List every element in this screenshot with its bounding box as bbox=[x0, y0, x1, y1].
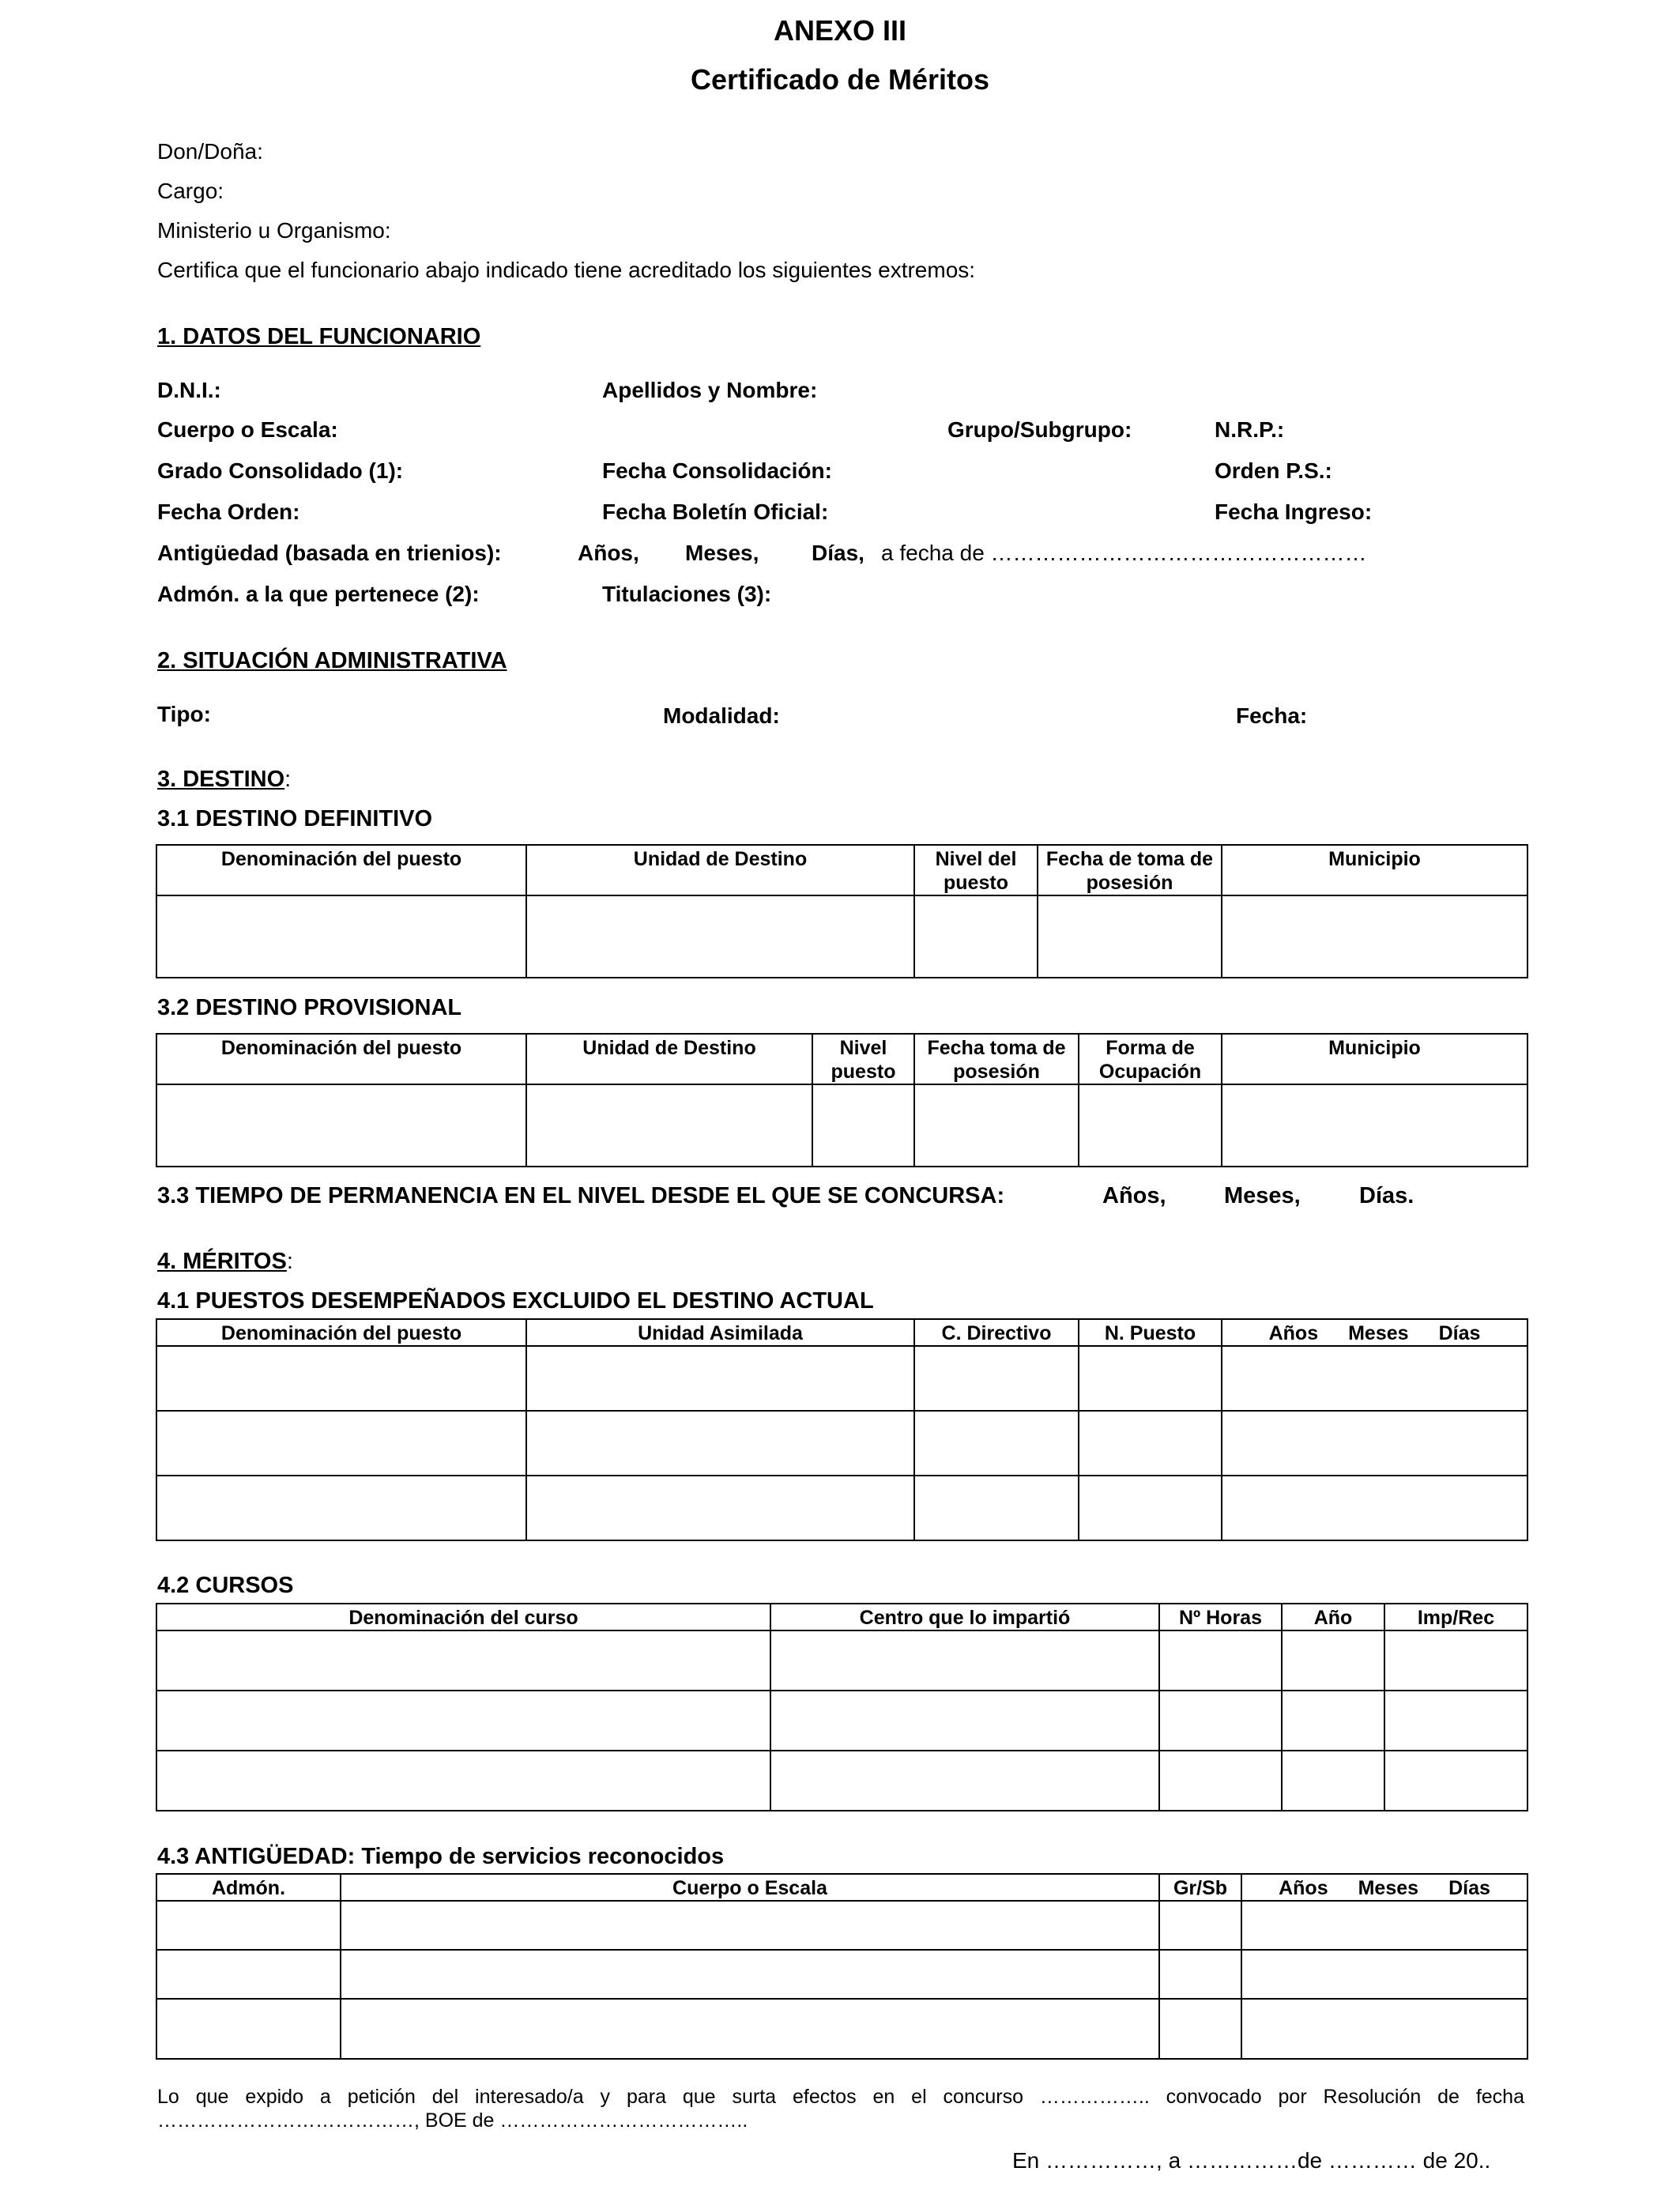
grado-label: Grado Consolidado (1): bbox=[157, 458, 404, 483]
t31-header-denominacion: Denominación del puesto bbox=[156, 845, 526, 895]
t42-cell[interactable] bbox=[770, 1630, 1159, 1691]
permanencia-anos: Años, bbox=[1102, 1183, 1166, 1208]
section-4-colon: : bbox=[286, 1249, 293, 1274]
t31-header-fecha: Fecha de toma de posesión bbox=[1038, 845, 1222, 895]
fecha-ingreso-label: Fecha Ingreso: bbox=[1215, 499, 1373, 524]
section-3-colon: : bbox=[284, 767, 292, 792]
t43-cell[interactable] bbox=[156, 1901, 341, 1950]
section-2-heading: 2. SITUACIÓN ADMINISTRATIVA bbox=[157, 648, 507, 673]
t43-header-meses: Meses bbox=[1358, 1877, 1419, 1899]
t43-header-dias: Días bbox=[1448, 1877, 1490, 1899]
t41-cell[interactable] bbox=[1222, 1411, 1527, 1476]
t43-cell[interactable] bbox=[1241, 1950, 1527, 1999]
t42-cell[interactable] bbox=[1159, 1751, 1282, 1811]
t32-cell-municipio[interactable] bbox=[1222, 1084, 1527, 1167]
table-row bbox=[156, 1346, 1527, 1411]
t43-cell[interactable] bbox=[1241, 1901, 1527, 1950]
place-date-line: En ……………, a ……………de ………… de 20.. bbox=[1012, 2148, 1491, 2173]
t41-header-meses: Meses bbox=[1348, 1322, 1409, 1344]
t31-header-nivel: Nivel del puesto bbox=[914, 845, 1038, 895]
t43-header-cuerpo: Cuerpo o Escala bbox=[341, 1874, 1159, 1901]
fecha-boletin-label: Fecha Boletín Oficial: bbox=[602, 499, 829, 524]
t41-cell[interactable] bbox=[156, 1346, 526, 1411]
t43-cell[interactable] bbox=[341, 1999, 1159, 2059]
t41-header-unidad: Unidad Asimilada bbox=[526, 1319, 914, 1346]
fecha-label: Fecha: bbox=[1236, 703, 1308, 728]
t42-cell[interactable] bbox=[1384, 1691, 1527, 1751]
table-row bbox=[156, 1476, 1527, 1540]
dni-label: D.N.I.: bbox=[157, 378, 221, 402]
permanencia-dias: Días. bbox=[1359, 1183, 1414, 1208]
t41-header-denominacion: Denominación del puesto bbox=[156, 1319, 526, 1346]
titulaciones-label: Titulaciones (3): bbox=[602, 582, 772, 606]
t42-header-ano: Año bbox=[1282, 1604, 1384, 1630]
section-3-heading-text: 3. DESTINO bbox=[157, 767, 285, 792]
table-row bbox=[156, 1630, 1527, 1691]
t41-header-dias: Días bbox=[1438, 1322, 1481, 1344]
t41-header-tiempo bbox=[1222, 1319, 1527, 1346]
antiguedad-anos: Años, bbox=[578, 541, 639, 565]
section-1-heading: 1. DATOS DEL FUNCIONARIO bbox=[157, 324, 481, 349]
apellidos-label: Apellidos y Nombre: bbox=[602, 378, 818, 402]
t32-cell-fecha[interactable] bbox=[914, 1084, 1079, 1167]
t32-header-fecha: Fecha toma de posesión bbox=[914, 1034, 1079, 1084]
t42-cell[interactable] bbox=[1384, 1751, 1527, 1811]
t43-cell[interactable] bbox=[341, 1950, 1159, 1999]
table-row bbox=[156, 895, 1527, 978]
t42-header-centro: Centro que lo impartió bbox=[770, 1604, 1159, 1630]
section-3-heading bbox=[157, 767, 291, 793]
orden-ps-label: Orden P.S.: bbox=[1215, 458, 1332, 483]
ministerio-label: Ministerio u Organismo: bbox=[157, 218, 391, 243]
t43-header-anos: Años bbox=[1279, 1877, 1328, 1899]
grupo-label: Grupo/Subgrupo: bbox=[947, 417, 1132, 442]
t43-cell[interactable] bbox=[1159, 1999, 1241, 2059]
table-row bbox=[156, 1691, 1527, 1751]
t42-cell[interactable] bbox=[1384, 1630, 1527, 1691]
t42-cell[interactable] bbox=[770, 1751, 1159, 1811]
t41-cell[interactable] bbox=[914, 1476, 1079, 1540]
document-title: Certificado de Méritos bbox=[690, 63, 990, 96]
t43-cell[interactable] bbox=[1159, 1901, 1241, 1950]
t32-cell-forma[interactable] bbox=[1079, 1084, 1222, 1167]
section-3-2-heading: 3.2 DESTINO PROVISIONAL bbox=[157, 995, 462, 1020]
t41-cell[interactable] bbox=[1079, 1476, 1222, 1540]
t41-cell[interactable] bbox=[1222, 1476, 1527, 1540]
t43-header-tiempo bbox=[1241, 1874, 1527, 1901]
t41-cell[interactable] bbox=[1079, 1411, 1222, 1476]
t31-cell-denominacion[interactable] bbox=[156, 895, 526, 978]
nrp-label: N.R.P.: bbox=[1215, 417, 1285, 442]
a-fecha-de: a fecha de …………………………………………… bbox=[881, 541, 1367, 565]
t43-cell[interactable] bbox=[1241, 1999, 1527, 2059]
t32-cell-unidad[interactable] bbox=[526, 1084, 812, 1167]
t41-cell[interactable] bbox=[156, 1476, 526, 1540]
t32-header-municipio: Municipio bbox=[1222, 1034, 1527, 1084]
t42-cell[interactable] bbox=[1282, 1751, 1384, 1811]
admon-label: Admón. a la que pertenece (2): bbox=[157, 582, 480, 606]
t31-cell-fecha[interactable] bbox=[1038, 895, 1222, 978]
table-cursos bbox=[156, 1603, 1528, 1811]
t42-cell[interactable] bbox=[156, 1691, 770, 1751]
t31-header-municipio: Municipio bbox=[1222, 845, 1527, 895]
t42-cell[interactable] bbox=[1282, 1630, 1384, 1691]
t41-cell[interactable] bbox=[1079, 1346, 1222, 1411]
t43-header-grsb: Gr/Sb bbox=[1159, 1874, 1241, 1901]
t43-cell[interactable] bbox=[341, 1901, 1159, 1950]
t42-header-horas: Nº Horas bbox=[1159, 1604, 1282, 1630]
tipo-label: Tipo: bbox=[157, 702, 211, 726]
t32-header-nivel: Nivel puesto bbox=[812, 1034, 914, 1084]
modalidad-label: Modalidad: bbox=[663, 703, 780, 728]
fecha-orden-label: Fecha Orden: bbox=[157, 499, 300, 524]
t42-cell[interactable] bbox=[770, 1691, 1159, 1751]
t31-cell-municipio[interactable] bbox=[1222, 895, 1527, 978]
table-destino-definitivo bbox=[156, 844, 1528, 978]
section-3-1-heading: 3.1 DESTINO DEFINITIVO bbox=[157, 806, 433, 831]
t43-cell[interactable] bbox=[156, 1999, 341, 2059]
t32-header-forma: Forma de Ocupación bbox=[1079, 1034, 1222, 1084]
t31-cell-unidad[interactable] bbox=[526, 895, 914, 978]
t42-cell[interactable] bbox=[1159, 1630, 1282, 1691]
section-3-3-heading: 3.3 TIEMPO DE PERMANENCIA EN EL NIVEL DESDE EL QUE SE CONCURSA: bbox=[157, 1183, 1005, 1208]
permanencia-meses: Meses, bbox=[1224, 1183, 1301, 1208]
t31-cell-nivel[interactable] bbox=[914, 895, 1038, 978]
table-row bbox=[156, 1751, 1527, 1811]
t41-cell[interactable] bbox=[526, 1476, 914, 1540]
table-row bbox=[156, 1950, 1527, 1999]
table-row bbox=[156, 1999, 1527, 2059]
section-4-3-heading: 4.3 ANTIGÜEDAD: Tiempo de servicios reconocidos bbox=[157, 1844, 725, 1869]
t41-cell[interactable] bbox=[914, 1346, 1079, 1411]
section-4-heading-text: 4. MÉRITOS bbox=[157, 1249, 287, 1274]
t32-cell-denominacion[interactable] bbox=[156, 1084, 526, 1167]
t42-cell[interactable] bbox=[1159, 1691, 1282, 1751]
t41-cell[interactable] bbox=[526, 1411, 914, 1476]
don-dona-label: Don/Doña: bbox=[157, 139, 263, 164]
t41-header-anos: Años bbox=[1268, 1322, 1319, 1344]
certifica-text: Certifica que el funcionario abajo indicado tiene acreditado los siguientes extremos: bbox=[157, 258, 976, 282]
t41-header-npuesto: N. Puesto bbox=[1079, 1319, 1222, 1346]
t41-cell[interactable] bbox=[156, 1411, 526, 1476]
fecha-consolidacion-label: Fecha Consolidación: bbox=[602, 458, 832, 483]
t43-cell[interactable] bbox=[1159, 1950, 1241, 1999]
t41-cell[interactable] bbox=[914, 1411, 1079, 1476]
table-row bbox=[156, 1084, 1527, 1167]
table-antiguedad bbox=[156, 1873, 1528, 2060]
table-puestos-desempenados bbox=[156, 1318, 1528, 1541]
table-row bbox=[156, 1411, 1527, 1476]
t42-header-denominacion: Denominación del curso bbox=[156, 1604, 770, 1630]
t42-cell[interactable] bbox=[156, 1751, 770, 1811]
t43-cell[interactable] bbox=[156, 1950, 341, 1999]
section-4-1-heading: 4.1 PUESTOS DESEMPEÑADOS EXCLUIDO EL DESTINO ACTUAL bbox=[157, 1288, 874, 1314]
t41-header-directivo: C. Directivo bbox=[914, 1319, 1079, 1346]
antiguedad-dias: Días, bbox=[812, 541, 864, 565]
section-4-heading bbox=[157, 1249, 293, 1275]
t31-header-unidad: Unidad de Destino bbox=[526, 845, 914, 895]
t42-cell[interactable] bbox=[1282, 1691, 1384, 1751]
t41-cell[interactable] bbox=[526, 1346, 914, 1411]
t32-header-denominacion: Denominación del puesto bbox=[156, 1034, 526, 1084]
t32-header-unidad: Unidad de Destino bbox=[526, 1034, 812, 1084]
annex-title: ANEXO III bbox=[773, 14, 907, 47]
antiguedad-meses: Meses, bbox=[685, 541, 759, 565]
antiguedad-label: Antigüedad (basada en trienios): bbox=[157, 541, 502, 565]
t43-header-admon: Admón. bbox=[156, 1874, 341, 1901]
footer-expido-line1: Lo que expido a petición del interesado/a y para que surta efectos en el concurso …………….. convocado por Resolución de fecha bbox=[157, 2086, 1524, 2108]
t42-cell[interactable] bbox=[156, 1630, 770, 1691]
table-row bbox=[156, 1901, 1527, 1950]
footer-expido-line2: …………………………………, BOE de ……………………………….. bbox=[157, 2109, 748, 2132]
cargo-label: Cargo: bbox=[157, 179, 224, 203]
table-destino-provisional bbox=[156, 1033, 1528, 1167]
section-4-2-heading: 4.2 CURSOS bbox=[157, 1573, 294, 1598]
t41-cell[interactable] bbox=[1222, 1346, 1527, 1411]
t42-header-imprec: Imp/Rec bbox=[1384, 1604, 1527, 1630]
t32-cell-nivel[interactable] bbox=[812, 1084, 914, 1167]
cuerpo-label: Cuerpo o Escala: bbox=[157, 417, 338, 442]
